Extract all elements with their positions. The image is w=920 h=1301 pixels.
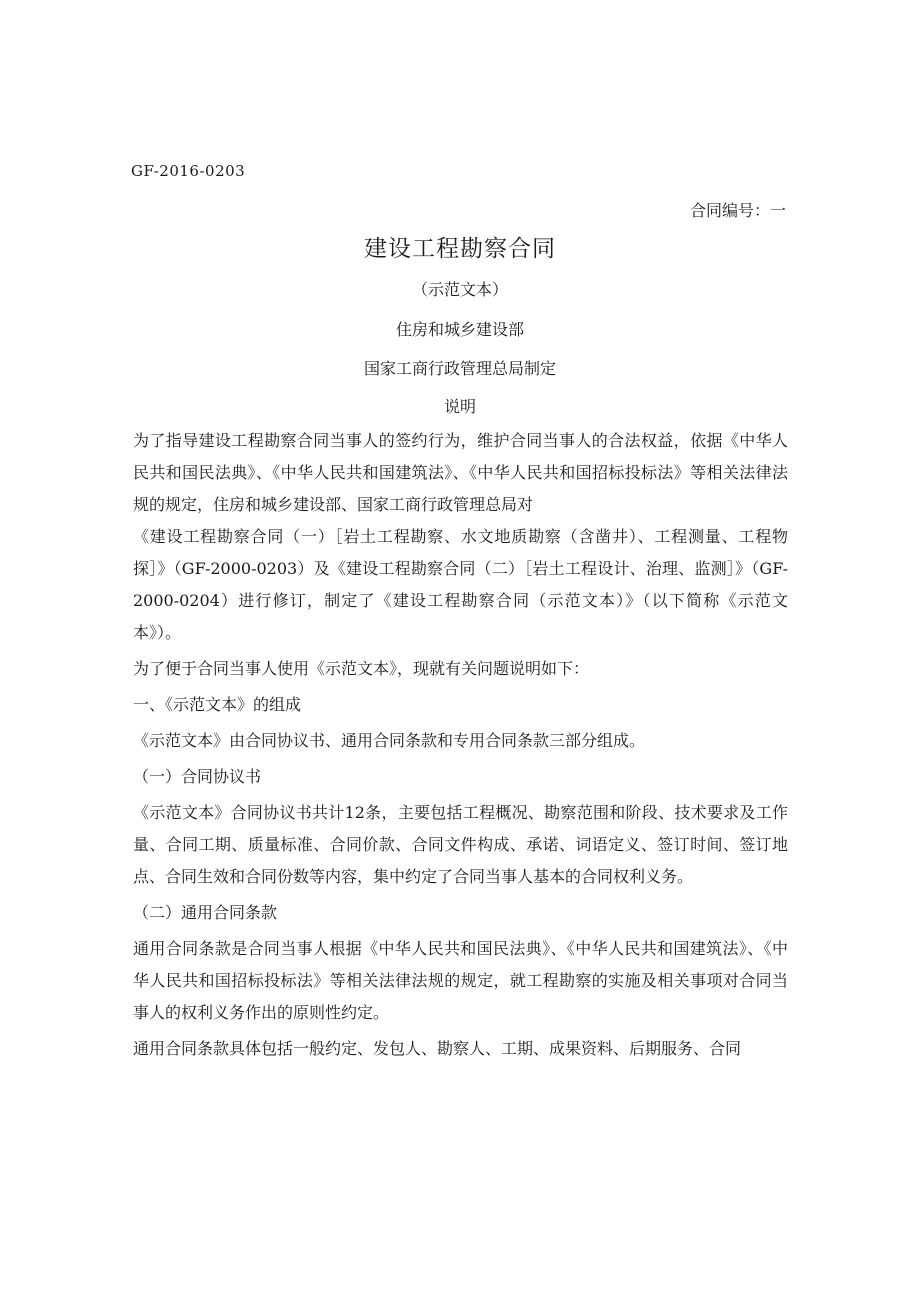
standard-code: GF-2016-0203 xyxy=(131,162,246,180)
paragraph: 《建设工程勘察合同（一）［岩土工程勘察、水文地质勘察（含凿井）、工程测量、工程物探］》（GF-2000-0203）及《建设工程勘察合同（二）［岩土工程设计、治理、监测］》（GF-2000-0204）进行修订，制定了《建设工程勘察合同（示范文本）》（以下简称《示范文本》）。 xyxy=(133,527,788,642)
paragraph: （一）合同协议书 xyxy=(133,767,262,786)
document-title: 建设工程勘察合同 xyxy=(364,236,556,262)
contract-number: 合同编号：一 xyxy=(689,201,786,220)
paragraph: （二）通用合同条款 xyxy=(133,903,278,922)
paragraph: 一、《示范文本》的组成 xyxy=(133,695,302,714)
issuer-administration: 国家工商行政管理总局制定 xyxy=(363,359,556,378)
paragraph: 为了便于合同当事人使用《示范文本》，现就有关问题说明如下： xyxy=(133,659,590,678)
paragraph: 为了指导建设工程勘察合同当事人的签约行为，维护合同当事人的合法权益，依据《中华人民共和国民法典》、《中华人民共和国建筑法》、《中华人民共和国招标投标法》等相关法律法规的规定，住房和城乡建设部、国家工商行政管理总局对 xyxy=(133,431,788,514)
paragraph: 通用合同条款是合同当事人根据《中华人民共和国民法典》、《中华人民共和国建筑法》、《中华人民共和国招标投标法》等相关法律法规的规定，就工程勘察的实施及相关事项对合同当事人的权利义务作出的原则性约定。 xyxy=(133,939,788,1022)
section-heading: 说明 xyxy=(443,397,476,416)
document-subtitle: （示范文本） xyxy=(411,280,508,299)
paragraph: 《示范文本》合同协议书共计12条，主要包括工程概况、勘察范围和阶段、技术要求及工作量、合同工期、质量标准、合同价款、合同文件构成、承诺、词语定义、签订时间、签订地点、合同生效和合同份数等内容，集中约定了合同当事人基本的合同权利义务。 xyxy=(133,803,788,886)
paragraph: 通用合同条款具体包括一般约定、发包人、勘察人、工期、成果资料、后期服务、合同 xyxy=(133,1039,742,1058)
document-body xyxy=(133,425,788,1065)
paragraph: 《示范文本》由合同协议书、通用合同条款和专用合同条款三部分组成。 xyxy=(133,731,646,750)
issuer-ministry: 住房和城乡建设部 xyxy=(395,320,524,339)
